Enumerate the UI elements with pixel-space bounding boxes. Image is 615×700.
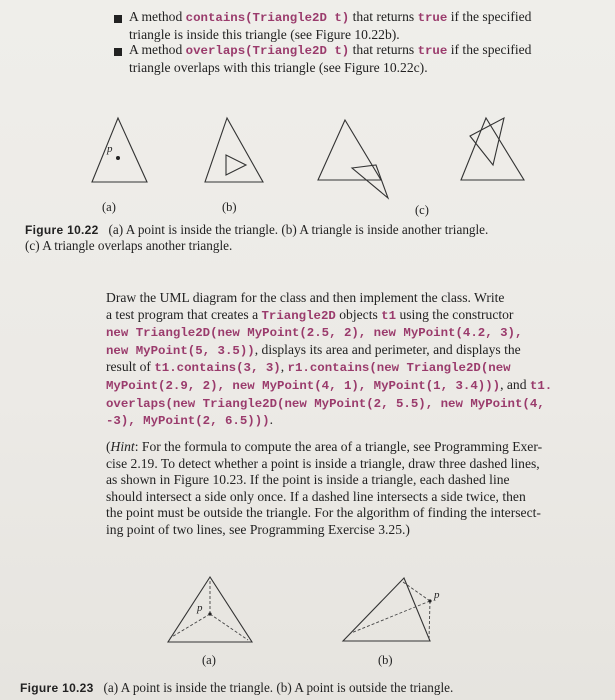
fig23-sub-b: (b) bbox=[378, 653, 393, 667]
dashed-line-23b-3 bbox=[429, 601, 430, 639]
fig22-sub-b: (b) bbox=[222, 200, 237, 214]
figure-10-23-caption: Figure 10.23 (a) A point is inside the triangle. (b) A point is outside the triangle. bbox=[20, 680, 454, 695]
fig23-sub-a: (a) bbox=[202, 653, 216, 667]
point-23b-dot bbox=[428, 599, 431, 602]
dashed-line-23b-1 bbox=[351, 601, 430, 633]
fig22-sub-a: (a) bbox=[102, 200, 116, 214]
triangle-23b bbox=[343, 578, 430, 641]
point-23b-label: p bbox=[434, 589, 440, 601]
dashed-line-23a-2 bbox=[170, 614, 210, 638]
hint-text: (Hint: For the formula to compute the area of a triangle, see Programming Exer- cise 2.19. To detect whether a point is inside a triangle, draw three dashed lines, as shown in Figure 10.23. If the point is inside a triangle, each dashed line should intersect a side only once. If a dashed line intersects a side twice, then the point must be outside the triangle. For the algorithm of finding the intersect- ing point of two lines, see Programming Exercise 3.25.) bbox=[106, 439, 543, 537]
bullet-overlaps: A method overlaps(Triangle2D t) that returns true if the specified triangle overlaps with this triangle (see Figure 10.22c). bbox=[129, 42, 532, 75]
point-23a-dot bbox=[208, 612, 211, 615]
exercise-text: Draw the UML diagram for the class and then implement the class. Write a test program that creates a Triangle2D objects t1 using the constructor new Triangle2D(new MyPoint(2.5, 2), new MyPoint(4.2, 3), new MyPoint(5, 3.5)), displays its area and perimeter, and displays the result of t1.contains(3, 3), r1.contains(new Triangle2D(new MyPoint(2.9, 2), new MyPoint(4, 1), MyPoint(1, 3.4))), and t1. overlaps(new Triangle2D(new MyPoint(2, 5.5), new MyPoint(4, -3), MyPoint(2, 6.5))). bbox=[106, 290, 553, 429]
point-p-label: p bbox=[107, 143, 113, 155]
point-23a-label: p bbox=[197, 602, 203, 614]
fig22-sub-c: (c) bbox=[415, 203, 429, 217]
bullet-contains: A method contains(Triangle2D t) that returns true if the specified triangle is inside this triangle (see Figure 10.22b). bbox=[129, 9, 532, 42]
figure-10-22-caption: Figure 10.22 (a) A point is inside the triangle. (b) A triangle is inside another triangle. (c) A triangle overlaps another triangle. bbox=[25, 222, 489, 253]
